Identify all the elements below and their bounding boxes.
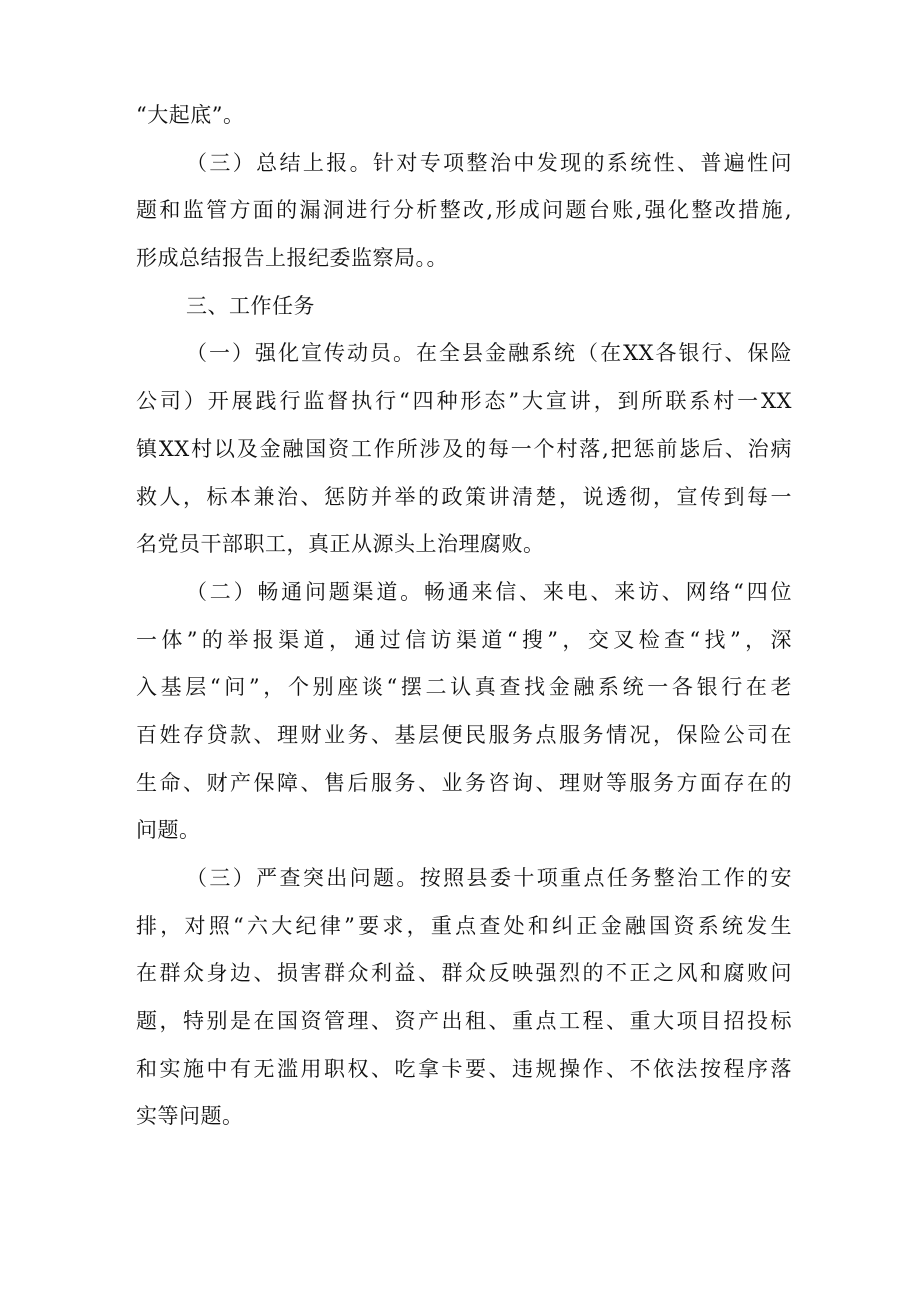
paragraph-first-line — [136, 140, 796, 188]
line-text: 入基层“问”，个别座谈“摆二认真查找金融系统一各银行在老 — [136, 675, 792, 700]
paragraph-first-line — [136, 330, 796, 378]
text-line — [136, 807, 796, 855]
line-text: 和实施中有无滥用职权、吃拿卡要、违规操作、不依法按程序落 — [136, 1056, 792, 1081]
heading-text: 三、工作任务 — [186, 293, 315, 318]
line-text: （三）严查突出问题。按照县委十项重点任务整治工作的安 — [186, 866, 792, 890]
text-line — [136, 521, 796, 569]
text-line — [136, 1046, 796, 1094]
line-text: 公司）开展践行监督执行“四种形态”大宣讲，到所联系村一XX — [136, 389, 792, 414]
section-heading — [136, 283, 796, 331]
line-text: “大起底”。 — [136, 103, 245, 127]
line-text: 百姓存贷款、理财业务、基层便民服务点服务情况，保险公司在 — [136, 722, 792, 747]
line-text: 名党员干部职工，真正从源头上治理腐败。 — [136, 532, 545, 557]
line-text: （三）总结上报。针对专项整治中发现的系统性、普遍性问 — [186, 150, 792, 175]
paragraph-first-line — [136, 569, 796, 617]
text-line — [136, 712, 796, 760]
line-text: 在群众身边、损害群众利益、群众反映强烈的不正之风和腐败问 — [136, 961, 792, 986]
text-line — [136, 1093, 796, 1141]
text-line — [136, 617, 796, 665]
line-text: （二）畅通问题渠道。畅通来信、来电、来访、网络“四位 — [186, 579, 792, 604]
line-text: 镇XX村以及金融国资工作所涉及的每一个村落,把惩前毖后、治病 — [136, 436, 792, 461]
line-text: 实等问题。 — [136, 1104, 244, 1129]
line-text: 救人，标本兼治、惩防并举的政策讲清楚，说透彻，宣传到每一 — [136, 484, 792, 509]
line-text: 形成总结报告上报纪委监察局。。 — [136, 246, 448, 271]
line-text: 排，对照“六大纪律”要求，重点查处和纠正金融国资系统发生 — [136, 913, 792, 938]
text-line — [136, 903, 796, 951]
text-line — [136, 998, 796, 1046]
text-line — [136, 426, 796, 474]
text-line — [136, 474, 796, 522]
line-text: 题和监管方面的漏洞进行分析整改,形成问题台账,强化整改措施, — [136, 198, 792, 223]
text-line — [136, 664, 796, 712]
text-line — [136, 378, 796, 426]
text-line — [136, 92, 796, 140]
line-text: 一体”的举报渠道，通过信访渠道“搜”，交叉检查“找”，深 — [136, 627, 792, 652]
text-line — [136, 235, 796, 283]
paragraph-first-line — [136, 855, 796, 903]
text-line — [136, 950, 796, 998]
document-body — [136, 92, 796, 1141]
line-text: 题，特别是在国资管理、资产出租、重点工程、重大项目招投标 — [136, 1009, 792, 1034]
line-text: 生命、财产保障、售后服务、业务咨询、理财等服务方面存在的 — [136, 770, 792, 795]
line-text: 问题。 — [136, 818, 201, 843]
line-text: （一）强化宣传动员。在全县金融系统（在XX各银行、保险 — [186, 341, 792, 366]
text-line — [136, 187, 796, 235]
text-line — [136, 760, 796, 808]
